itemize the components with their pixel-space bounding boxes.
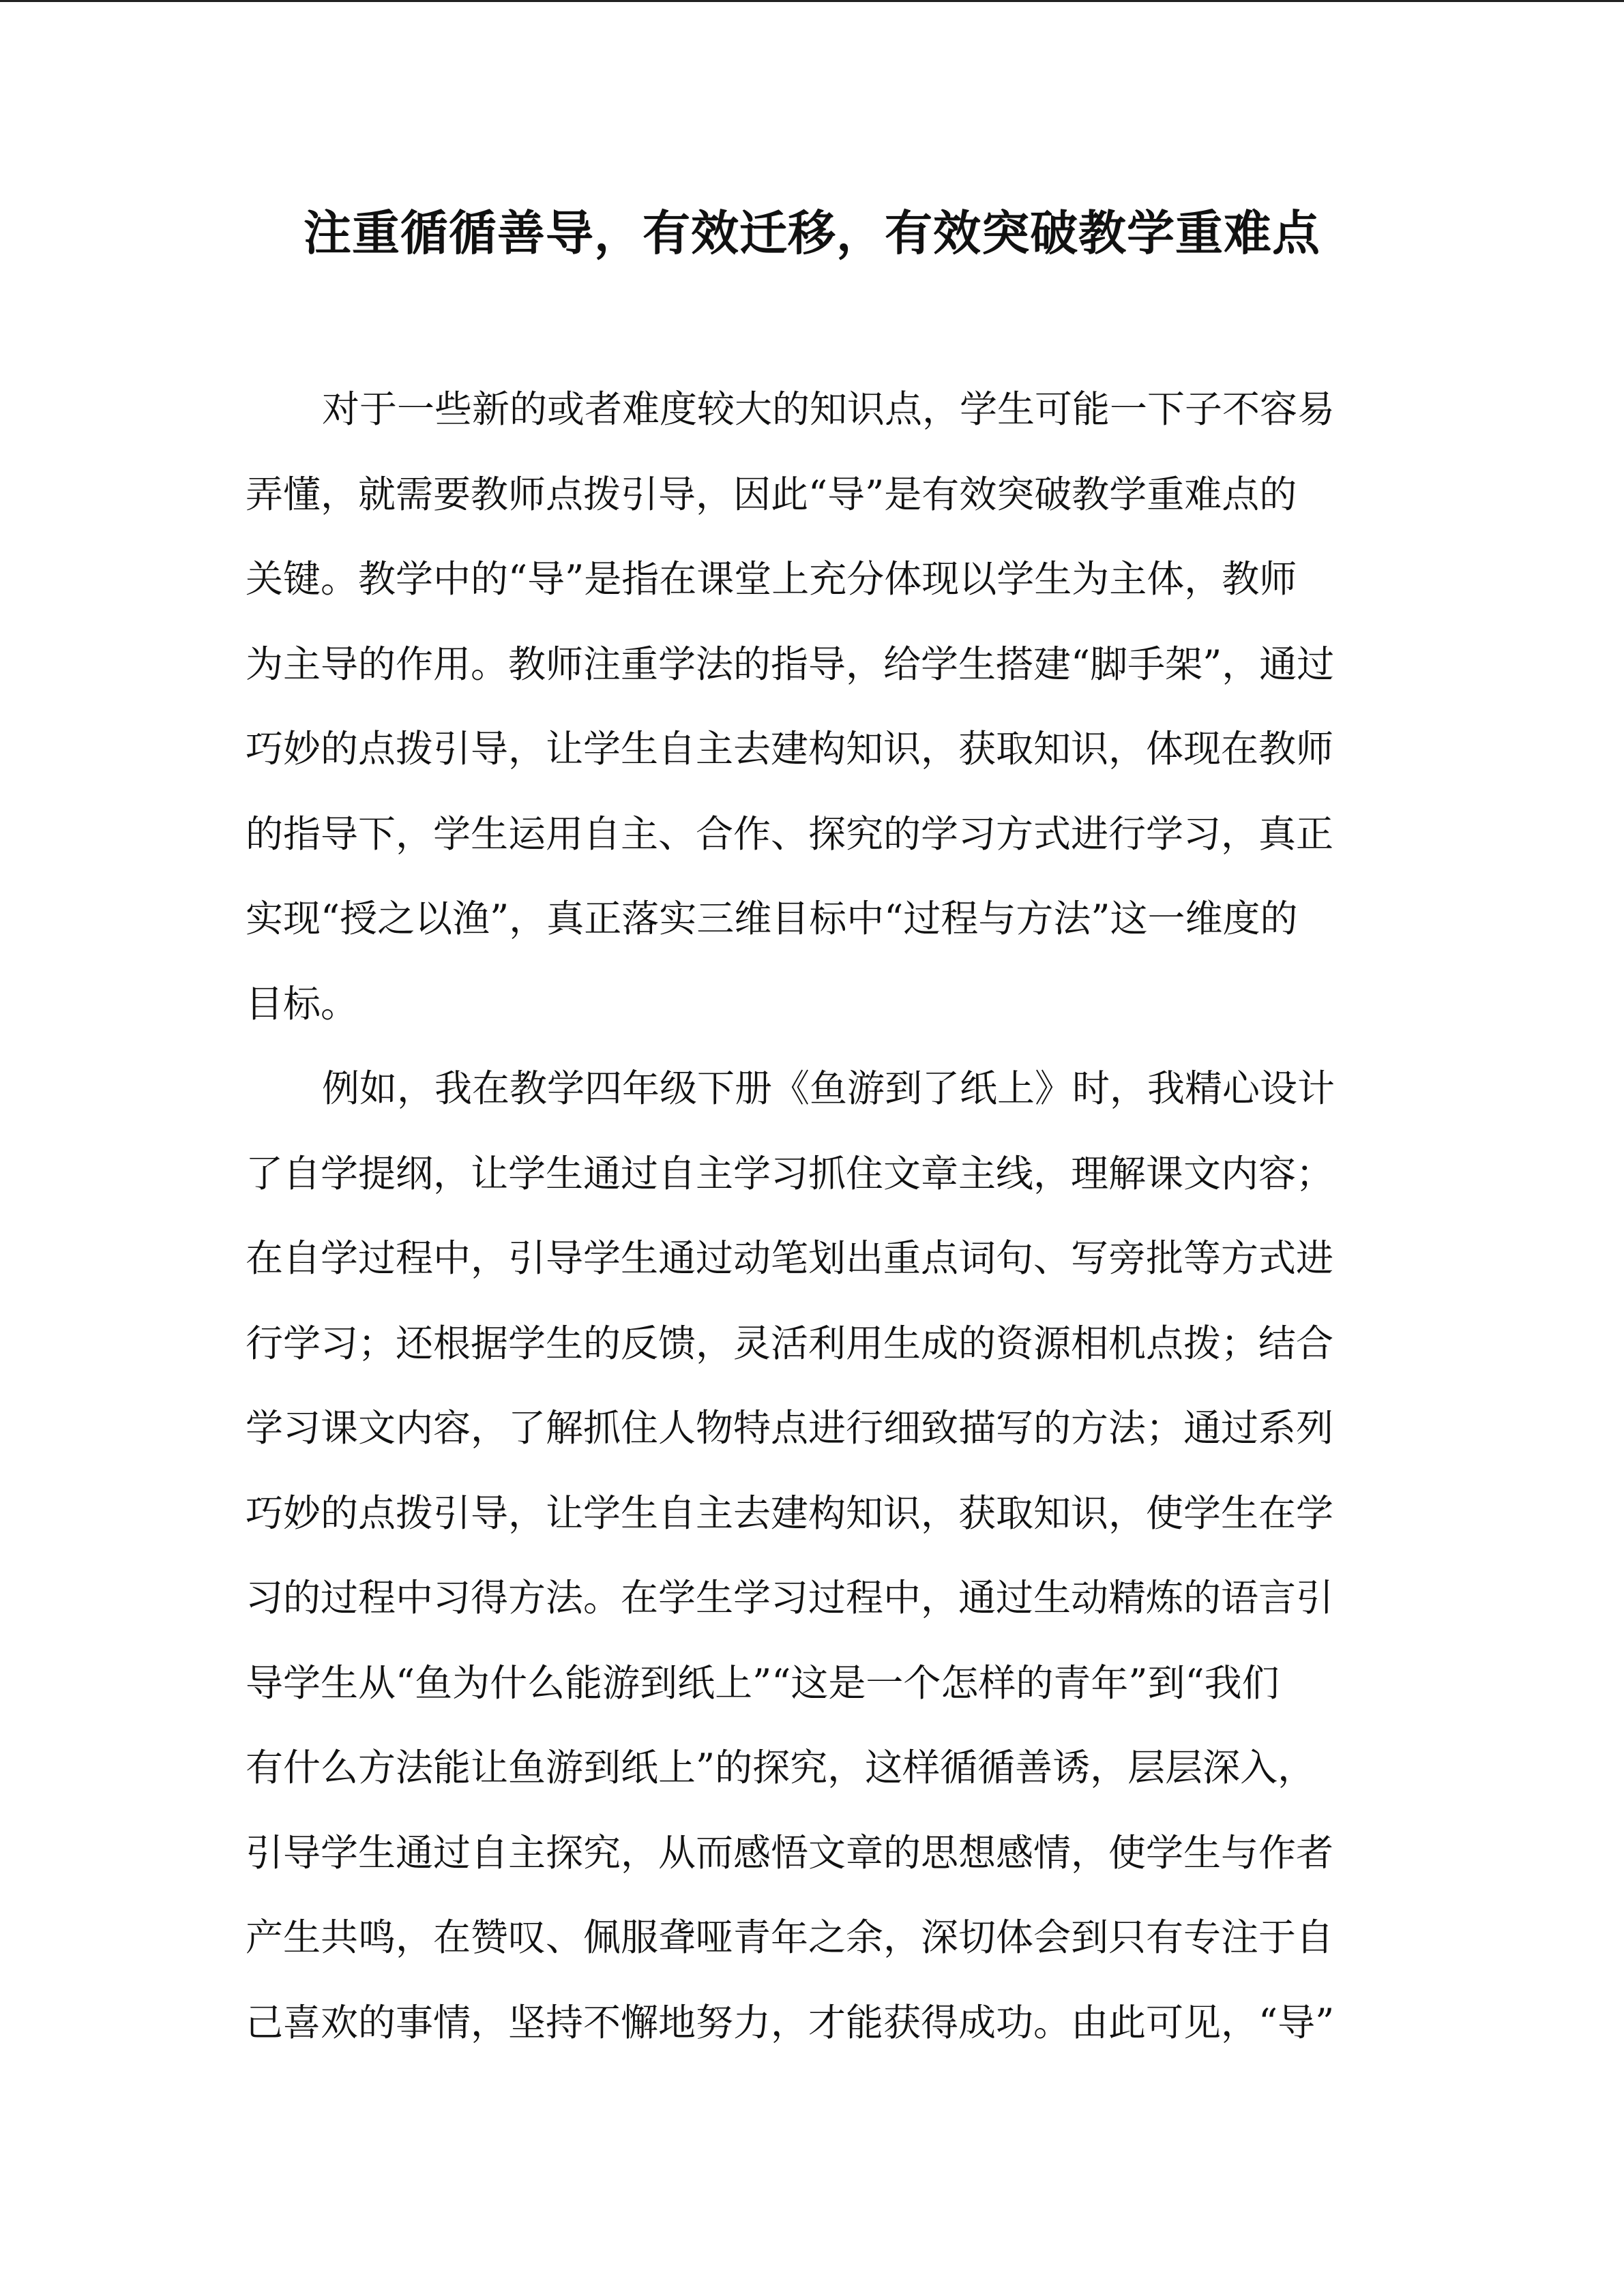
paragraph-1-line-5: 巧妙的点拨引导，让学生自主去建构知识，获取知识，体现在教师 [246,727,1334,771]
paragraph-2-line-7: 习的过程中习得方法。在学生学习过程中，通过生动精炼的语言引 [246,1576,1334,1620]
document-title: 注重循循善导，有效迁移，有效突破教学重难点 [304,205,1320,261]
document-body [246,374,1378,2072]
paragraph-1-line-3: 关键。教学中的“导”是指在课堂上充分体现以学生为主体，教师 [246,557,1297,601]
paragraph-2-line-1: 例如，我在教学四年级下册《鱼游到了纸上》时，我精心设计 [322,1067,1335,1110]
paragraph-2-line-12: 己喜欢的事情，坚持不懈地努力，才能获得成功。由此可见，“导” [246,2000,1335,2044]
paragraph-1 [246,374,1378,1053]
paragraph-2-line-3: 在自学过程中，引导学生通过动笔划出重点词句、写旁批等方式进 [246,1236,1334,1280]
paragraph-1-line-1: 对于一些新的或者难度较大的知识点，学生可能一下子不容易 [322,387,1335,431]
paragraph-2-line-9: 有什么方法能让鱼游到纸上”的探究，这样循循善诱，层层深入， [246,1746,1316,1789]
paragraph-1-line-4: 为主导的作用。教师注重学法的指导，给学生搭建“脚手架”，通过 [246,642,1335,686]
paragraph-1-line-6: 的指导下，学生运用自主、合作、探究的学习方式进行学习，真正 [246,811,1334,856]
paragraph-2-line-2: 了自学提纲，让学生通过自主学习抓住文章主线，理解课文内容； [246,1151,1334,1195]
paragraph-2 [246,1053,1378,2072]
paragraph-1-line-2: 弄懂，就需要教师点拨引导，因此“导”是有效突破教学重难点的 [246,472,1297,516]
paragraph-2-line-6: 巧妙的点拨引导，让学生自主去建构知识，获取知识，使学生在学 [246,1491,1334,1535]
paragraph-1-line-8: 目标。 [246,981,359,1026]
paragraph-2-line-11: 产生共鸣，在赞叹、佩服聋哑青年之余，深切体会到只有专注于自 [246,1915,1334,1959]
top-border-line [0,0,1624,2]
paragraph-2-line-10: 引导学生通过自主探究，从而感悟文章的思想感情，使学生与作者 [246,1830,1334,1875]
paragraph-2-line-5: 学习课文内容，了解抓住人物特点进行细致描写的方法；通过系列 [246,1406,1334,1450]
paragraph-2-line-4: 行学习；还根据学生的反馈，灵活利用生成的资源相机点拨；结合 [246,1321,1334,1365]
paragraph-1-line-7: 实现“授之以渔”，真正落实三维目标中“过程与方法”这一维度的 [246,897,1298,940]
paragraph-2-line-8: 导学生从“鱼为什么能游到纸上”“这是一个怎样的青年”到“我们 [246,1660,1280,1705]
